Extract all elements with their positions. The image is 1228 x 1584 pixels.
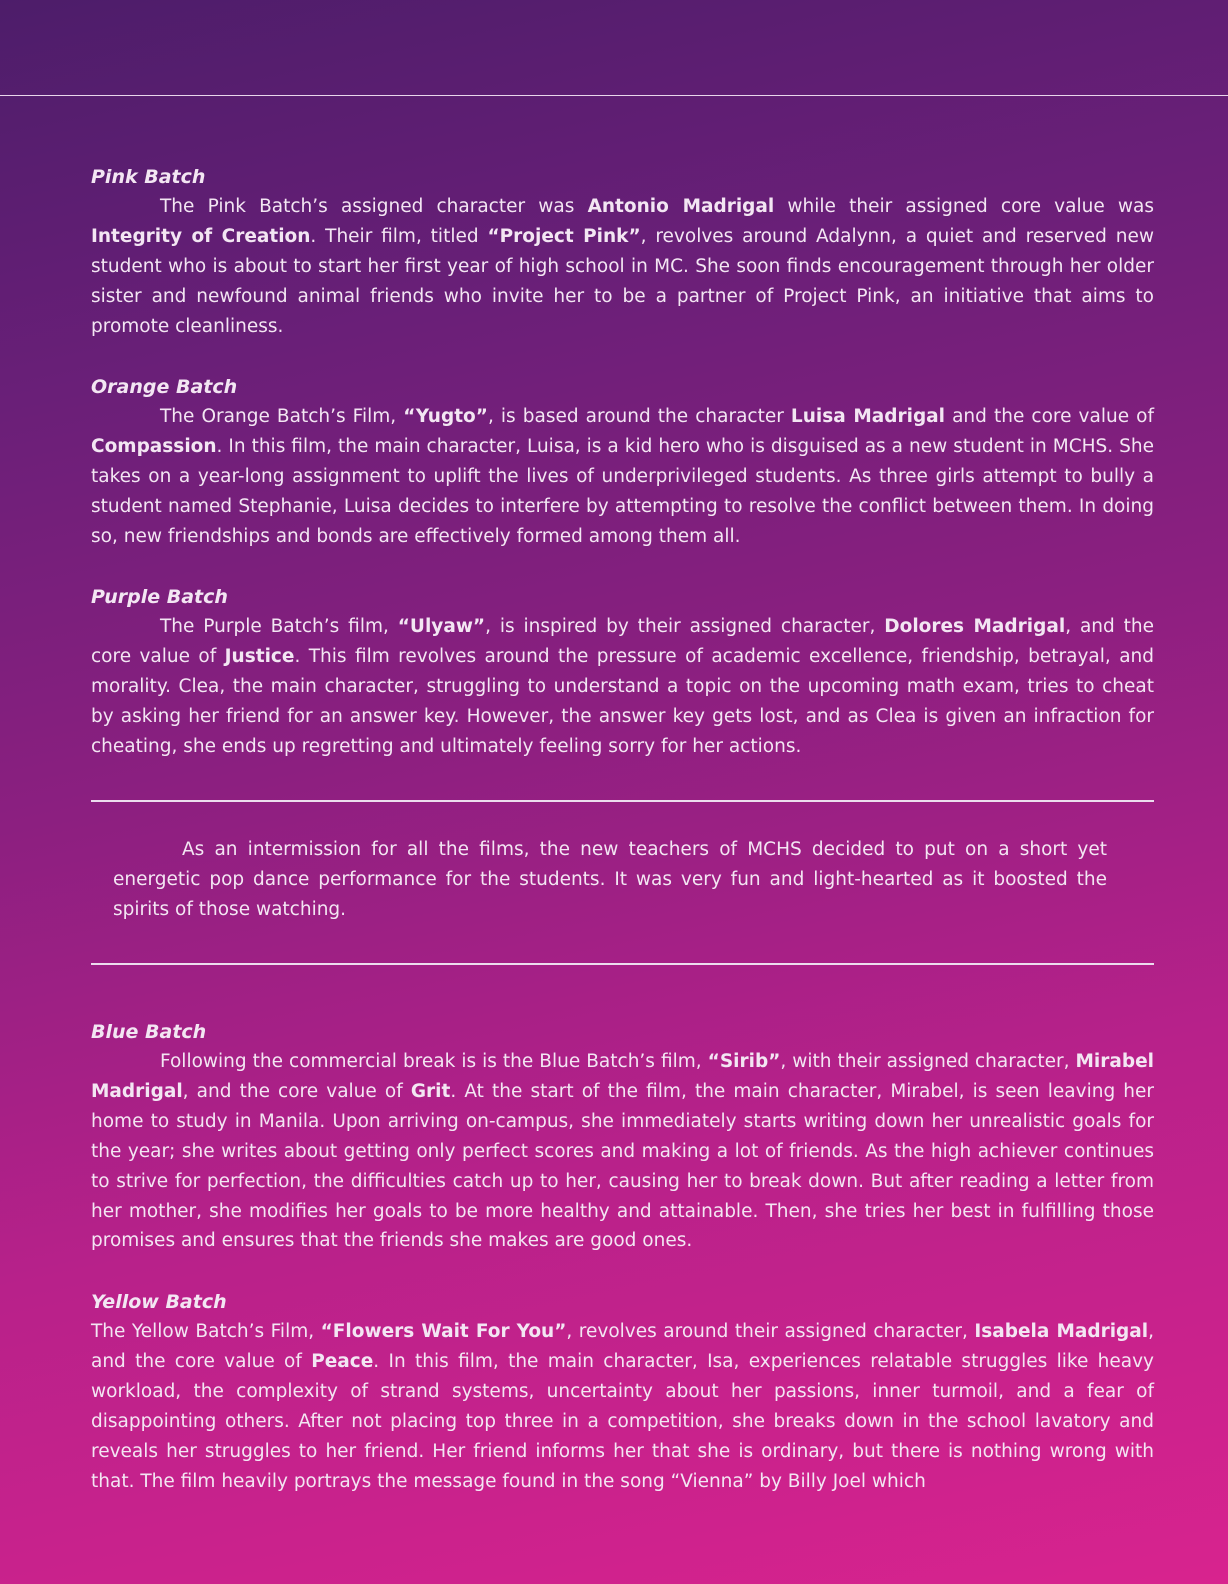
section-body xyxy=(91,1047,1154,1256)
character-name: Isabela Madrigal xyxy=(974,1321,1149,1342)
film-title: “Project Pink” xyxy=(487,225,641,247)
body-text: , is inspired by their assigned character, xyxy=(485,616,885,637)
body-text: , and the core value of xyxy=(182,1080,411,1102)
body-text: . This film revolves around the pressure of academic excellence, friendship, betrayal, and morality. Clea, the main character, struggling to understand a topic on the upcoming math exam, tries to cheat by asking her friend for an answer key. However, the answer key gets lost, and as Clea is given an infraction for cheating, she ends up regretting and ultimately feeling sorry for her actions. xyxy=(91,645,1154,757)
orange-batch-section xyxy=(91,372,1154,552)
section-heading: Purple Batch xyxy=(91,586,228,608)
body-text: The Orange Batch’s Film, xyxy=(160,406,404,427)
character-name: Mirabel Madrigal xyxy=(91,1051,1154,1102)
core-value: Peace xyxy=(311,1350,374,1372)
core-value: Justice xyxy=(224,645,295,667)
section-heading: Blue Batch xyxy=(91,1021,207,1043)
film-title: “Ulyaw” xyxy=(397,616,486,637)
character-name: Dolores Madrigal xyxy=(884,616,1066,637)
body-text: , revolves around their assigned character, xyxy=(566,1321,975,1342)
body-text: , revolves around Adalynn, a quiet and reserved new student who is about to start her first year of high school in MC. She soon finds encouragement through her older sister and newfound animal friends who invite her to be a partner of Project Pink, an initiative that aims to promote cleanliness. xyxy=(91,225,1154,337)
section-heading: Pink Batch xyxy=(91,166,206,188)
body-text: , with their assigned character, xyxy=(780,1051,1076,1072)
body-text: The Purple Batch’s film, xyxy=(160,616,398,637)
pink-batch-section xyxy=(91,162,1154,342)
body-text: The Yellow Batch’s Film, xyxy=(91,1321,321,1342)
core-value: Grit xyxy=(410,1080,451,1102)
body-text: , and the core value of xyxy=(91,1321,1154,1372)
body-text: . In this film, the main character, Isa, experiences relatable struggles like heavy workload, the complexity of strand systems, uncertainty about her passions, inner turmoil, and a fear of disappointing others. After not placing top three in a competition, she breaks down in the school lavatory and reveals her struggles to her friend. Her friend informs her that she is ordinary, but there is nothing wrong with that. The film heavily portrays the message found in the song “Vienna” by Billy Joel which xyxy=(91,1350,1154,1492)
body-text: . At the start of the film, the main character, Mirabel, is seen leaving her home to study in Manila. Upon arriving on-campus, she immediately starts writing down her unrealistic goals for the year; she writes about getting only perfect scores and making a lot of friends. As the high achiever continues to strive for perfection, the difficulties catch up to her, causing her to break down. But after reading a letter from her mother, she modifies her goals to be more healthy and attainable. Then, she tries her best in fulfilling those promises and ensures that the friends she makes are good ones. xyxy=(91,1080,1155,1252)
purple-batch-section xyxy=(91,582,1154,762)
body-text: Following the commercial break is is the Blue Batch’s film, xyxy=(160,1051,708,1072)
body-text: , is based around the character xyxy=(487,406,791,427)
section-divider xyxy=(91,963,1154,965)
film-title: “Yugto” xyxy=(403,406,488,427)
core-value: Compassion xyxy=(91,435,217,457)
body-text: . Their film, titled xyxy=(310,225,488,247)
core-value: Integrity of Creation xyxy=(91,225,311,247)
body-text: and the core value of xyxy=(945,406,1154,427)
section-body xyxy=(91,192,1154,342)
section-body xyxy=(91,612,1154,762)
blue-batch-section xyxy=(91,1017,1154,1256)
body-text: while their assigned core value was xyxy=(774,196,1154,217)
section-body xyxy=(91,1317,1154,1496)
body-text: The Pink Batch’s assigned character was xyxy=(160,196,588,217)
body-text: . In this film, the main character, Luisa, is a kid hero who is disguised as a new student in MCHS. She takes on a year-long assignment to uplift the lives of underprivileged students. As three girls attempt to bully a student named Stephanie, Luisa decides to interfere by attempting to resolve the conflict between them. In doing so, new friendships and bonds are effectively formed among them all. xyxy=(91,435,1154,547)
section-heading: Yellow Batch xyxy=(91,1291,227,1313)
yellow-batch-section xyxy=(91,1287,1154,1496)
section-heading: Orange Batch xyxy=(91,376,238,398)
section-body xyxy=(91,402,1154,552)
top-divider xyxy=(0,95,1228,96)
film-title: “Flowers Wait For You” xyxy=(320,1321,567,1342)
section-divider xyxy=(91,800,1154,802)
body-text: , and the core value of xyxy=(91,616,1154,667)
character-name: Luisa Madrigal xyxy=(790,406,946,427)
intermission-text: As an intermission for all the films, the new teachers of MCHS decided to put on a short yet energetic pop dance performance for the students. It was very fun and light-hearted as it boosted the spirits of those watching. xyxy=(113,839,1107,920)
character-name: Antonio Madrigal xyxy=(587,196,775,217)
film-title: “Sirib” xyxy=(707,1051,781,1072)
